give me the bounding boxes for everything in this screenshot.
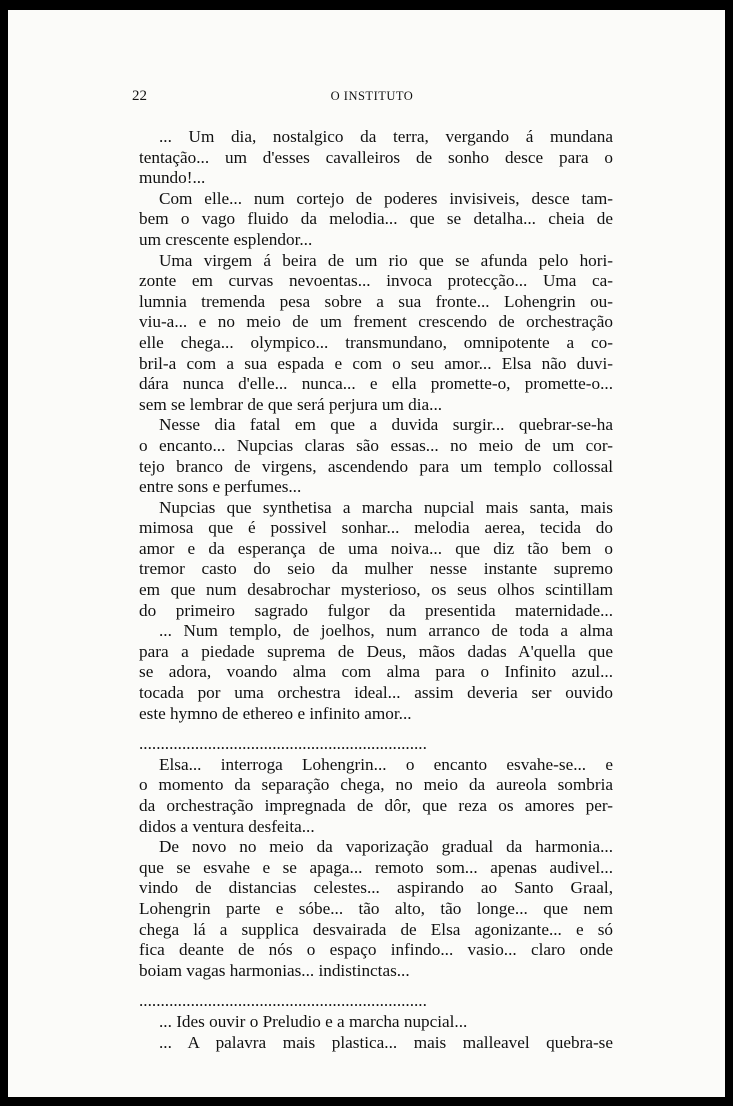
body-text — [139, 127, 613, 1053]
text-line: Elsa... interroga Lohengrin... o encanto esvahe-se... e — [159, 754, 613, 774]
text-line: Nesse dia fatal em que a duvida surgir... quebrar-se-ha — [159, 415, 613, 435]
dotted-separator: ................................................................... — [139, 734, 427, 754]
text-line: da orchestração impregnada de dôr, que reza os amores per- — [139, 796, 613, 815]
text-line: tentação... um d'esses cavalleiros de sonho desce para o — [139, 147, 613, 167]
text-line: mundo!... — [139, 168, 206, 188]
text-line: tejo branco de virgens, ascendendo para um templo collossal — [139, 456, 613, 476]
text-line: fica deante de nós o espaço infindo... vasio... claro onde — [139, 940, 613, 960]
text-line: mimosa que é possivel sonhar... melodia aerea, tecida do — [139, 518, 613, 538]
paragraph-gap — [139, 724, 613, 734]
text-line: sem se lembrar de que será perjura um dia... — [139, 394, 443, 414]
text-line: ... Num templo, de joelhos, num arranco de toda a alma — [159, 621, 613, 641]
text-line: Lohengrin parte e sóbe... tão alto, tão longe... que nem — [139, 898, 613, 918]
text-line: ... Um dia, nostalgico da terra, vergando á mundana — [159, 127, 613, 146]
text-line: lumnia tremenda pesa sobre a sua fronte... Lohengrin ou- — [139, 291, 613, 311]
text-line: bem o vago fluido da melodia... que se detalha... cheia de — [139, 209, 613, 229]
text-line: tocada por uma orchestra ideal... assim deveria ser ouvido — [139, 683, 613, 703]
text-line: amor e da esperança de uma noiva... que diz tão bem o — [139, 538, 613, 558]
text-line: didos a ventura desfeita... — [139, 816, 315, 836]
text-line: tremor casto do seio da mulher nesse instante supremo — [139, 559, 613, 579]
text-line: o encanto... Nupcias claras são essas... no meio de um cor- — [139, 435, 613, 455]
page-header — [132, 88, 612, 108]
text-line: um crescente esplendor... — [139, 229, 313, 249]
text-line: para a piedade suprema de Deus, mãos dadas A'quella que — [139, 641, 613, 661]
text-line: zonte em curvas nevoentas... invoca protecção... Uma ca- — [139, 271, 613, 291]
text-line: ... Ides ouvir o Preludio e a marcha nupcial... — [159, 1011, 468, 1031]
text-line: do primeiro sagrado fulgor da presentida maternidade... — [139, 600, 613, 620]
paragraph-gap — [139, 981, 613, 991]
text-line: elle chega... olympico... transmundano, omnipotente a co- — [139, 332, 613, 352]
page-number: 22 — [132, 88, 147, 104]
text-line: este hymno de ethereo e infinito amor... — [139, 703, 412, 723]
text-line: Nupcias que synthetisa a marcha nupcial mais santa, mais — [159, 497, 613, 517]
text-line: De novo no meio da vaporização gradual da harmonia... — [159, 837, 613, 857]
text-line: bril-a com a sua espada e com o seu amor... Elsa não duvi- — [139, 353, 613, 373]
running-title: O INSTITUTO — [330, 89, 414, 103]
text-line: o momento da separação chega, no meio da aureola sombria — [139, 775, 613, 795]
text-line: vindo de distancias celestes... aspirando ao Santo Graal, — [139, 878, 613, 898]
text-line: que se esvahe e se apaga... remoto som... apenas audivel... — [139, 857, 613, 877]
text-line: dára nunca d'elle... nunca... e ella promette-o, promette-o... — [139, 374, 613, 394]
dotted-separator: ................................................................... — [139, 991, 427, 1011]
text-line: Uma virgem á beira de um rio que se afunda pelo hori- — [159, 250, 613, 270]
text-line: chega lá a supplica desvairada de Elsa agonizante... e só — [139, 919, 613, 939]
text-line: Com elle... num cortejo de poderes invisiveis, desce tam- — [159, 188, 613, 208]
text-line: em que num desabrochar mysterioso, os seus olhos scintillam — [139, 580, 613, 600]
text-line: entre sons e perfumes... — [139, 477, 302, 497]
text-line: boiam vagas harmonias... indistinctas... — [139, 960, 410, 980]
text-line: viu-a... e no meio de um frement crescendo de orchestração — [139, 312, 613, 332]
text-line: se adora, voando alma com alma para o Infinito azul... — [139, 662, 613, 682]
text-line: ... A palavra mais plastica... mais malleavel quebra-se — [159, 1032, 613, 1052]
